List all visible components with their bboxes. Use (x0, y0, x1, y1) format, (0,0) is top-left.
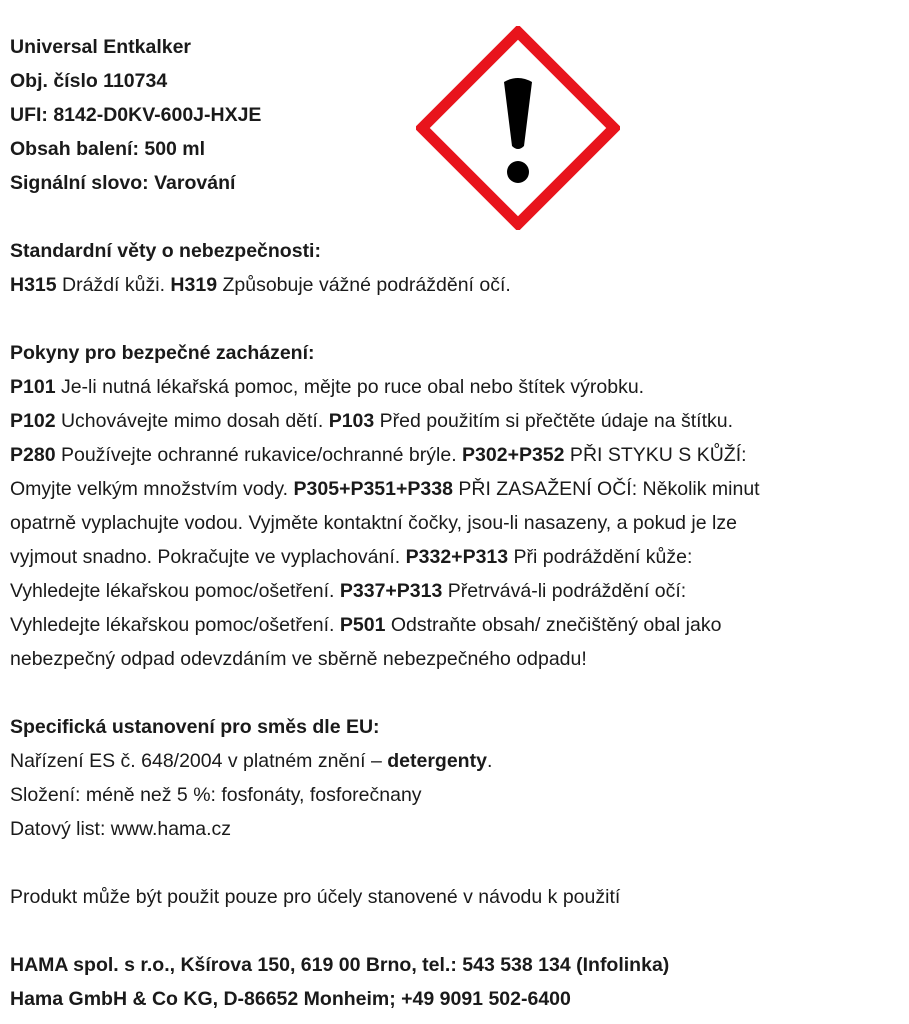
signal-word: Signální slovo: Varování (10, 172, 236, 194)
code-label: P501 (339, 614, 386, 636)
text-segment: Odstraňte obsah/ znečištěný obal jako (385, 614, 722, 636)
code-label: detergenty (387, 750, 487, 772)
company-cz: HAMA spol. s r.o., Kšírova 150, 619 00 Brno, tel.: 543 538 134 (Infolinka) (10, 954, 670, 976)
text-segment: Vyhledejte lékařskou pomoc/ošetření. (10, 614, 340, 636)
eu-composition-line: Složení: méně než 5 %: fosfonáty, fosforečnany (10, 784, 422, 806)
safety-line (10, 574, 900, 608)
safety-line (10, 540, 900, 574)
code-label: P337+P313 (339, 580, 443, 602)
code-label: P302+P352 (462, 444, 565, 466)
eu-heading: Specifická ustanovení pro směs dle EU: (10, 716, 380, 738)
text-segment: Při podráždění kůže: (508, 546, 693, 568)
code-label: P101 (10, 376, 56, 398)
text-segment: nebezpečný odpad odevzdáním ve sběrně nebezpečného odpadu! (10, 648, 587, 670)
code-label: H319 (170, 274, 218, 296)
eu-regulation-line (10, 744, 900, 778)
code-label: P305+P351+P338 (293, 478, 453, 500)
text-segment: Vyhledejte lékařskou pomoc/ošetření. (10, 580, 340, 602)
text-segment: Dráždí kůži. (56, 274, 171, 296)
text-segment: PŘI ZASAŽENÍ OČÍ: Několik minut (452, 478, 760, 500)
safety-line (10, 472, 900, 506)
code-label: P332+P313 (405, 546, 509, 568)
company-de: Hama GmbH & Co KG, D-86652 Monheim; +49 9091 502-6400 (10, 988, 571, 1010)
safety-line (10, 608, 900, 642)
text-segment: Způsobuje vážné podráždění očí. (217, 274, 511, 296)
hazard-heading: Standardní věty o nebezpečnosti: (10, 240, 321, 262)
object-number: Obj. číslo 110734 (10, 70, 168, 92)
text-segment: Je-li nutná lékařská pomoc, mějte po ruce obal nebo štítek výrobku. (55, 376, 645, 398)
text-segment: opatrně vyplachujte vodou. Vyjměte kontaktní čočky, jsou-li nasazeny, a pokud je lze (10, 512, 737, 534)
safety-line (10, 506, 900, 540)
text-segment: vyjmout snadno. Pokračujte ve vyplachování. (10, 546, 406, 568)
safety-line (10, 642, 900, 676)
eu-datasheet-line: Datový list: www.hama.cz (10, 818, 232, 840)
text-segment: Před použitím si přečtěte údaje na štítku. (374, 410, 734, 432)
hazard-pictogram (416, 26, 620, 230)
code-label: P102 (10, 410, 56, 432)
hazard-statement-line (10, 268, 900, 302)
safety-heading: Pokyny pro bezpečné zacházení: (10, 342, 315, 364)
safety-line (10, 404, 900, 438)
ufi-code: UFI: 8142-D0KV-600J-HXJE (10, 104, 262, 126)
text-segment: Uchovávejte mimo dosah dětí. (55, 410, 329, 432)
code-label: P280 (10, 444, 56, 466)
package-content: Obsah balení: 500 ml (10, 138, 206, 160)
safety-line (10, 370, 900, 404)
usage-note: Produkt může být použit pouze pro účely stanovené v návodu k použití (10, 886, 621, 908)
code-label: H315 (10, 274, 57, 296)
text-segment: Nařízení ES č. 648/2004 v platném znění – (10, 750, 388, 772)
text-segment: . (486, 750, 493, 772)
text-segment: Používejte ochranné rukavice/ochranné brýle. (55, 444, 463, 466)
code-label: P103 (328, 410, 375, 432)
text-segment: PŘI STYKU S KŮŽÍ: (564, 444, 747, 466)
text-segment: Přetrvává-li podráždění očí: (442, 580, 687, 602)
product-name: Universal Entkalker (10, 36, 192, 58)
text-segment: Omyjte velkým množstvím vody. (10, 478, 294, 500)
safety-line (10, 438, 900, 472)
